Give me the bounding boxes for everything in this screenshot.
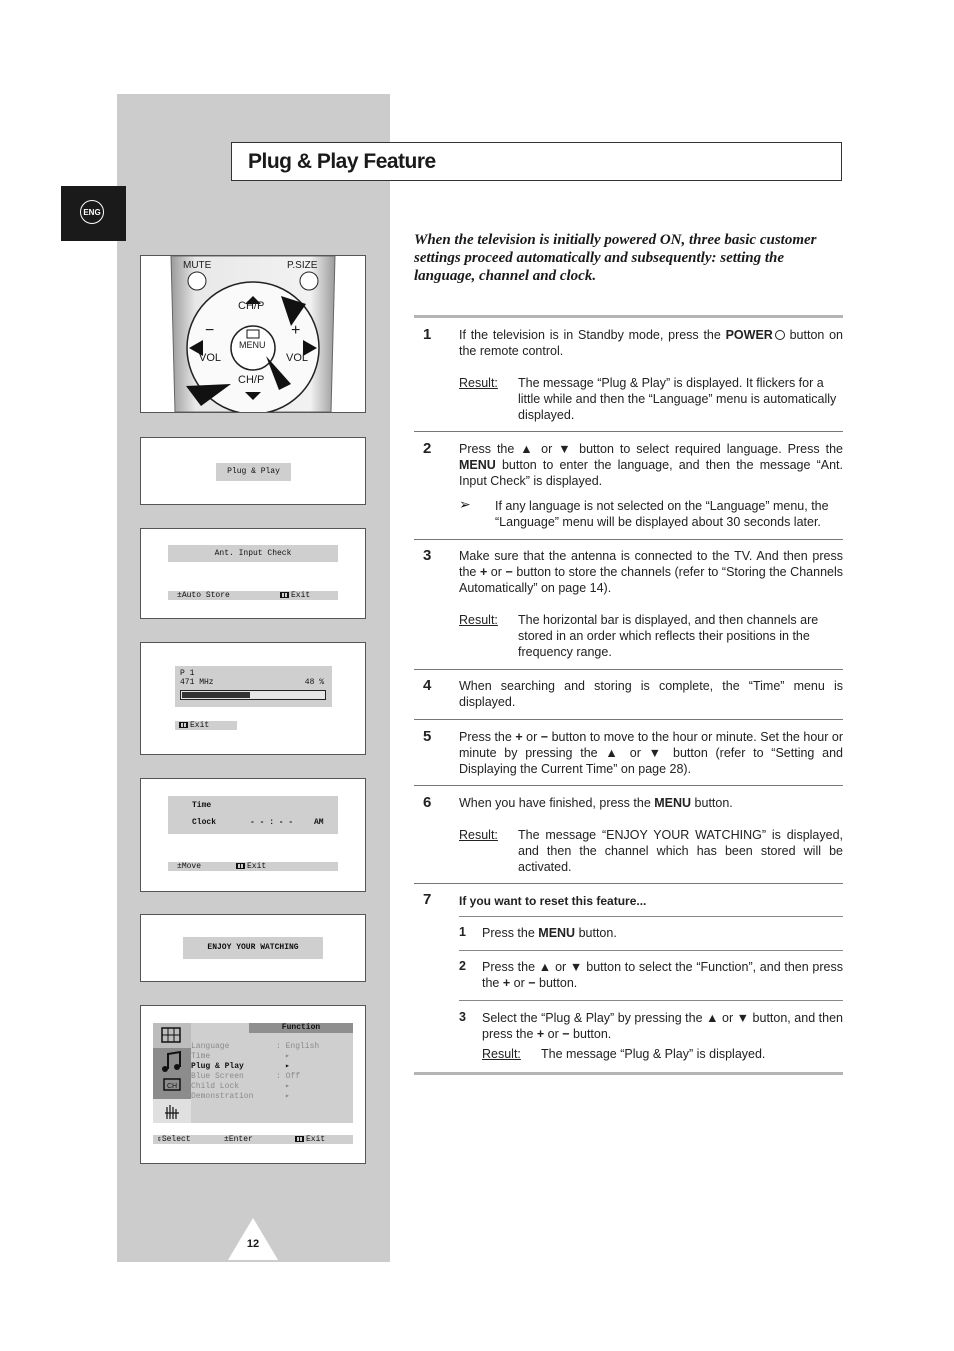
step-3-result-label: Result: <box>459 613 498 627</box>
step-7-heading: If you want to reset this feature... <box>459 894 647 908</box>
vol-minus-label: − <box>205 322 215 339</box>
top-rule <box>414 315 843 318</box>
menu-category-icons <box>153 1023 191 1123</box>
exit-hint: Exit <box>295 1135 325 1144</box>
progress-exit-bar <box>175 721 237 730</box>
psize-label: P.SIZE <box>287 260 318 271</box>
page-number: 12 <box>246 1238 260 1250</box>
step-rule <box>414 785 843 786</box>
vol-plus-label: + <box>291 322 301 339</box>
function-item-value: ▸ <box>285 1052 290 1061</box>
step-1-result-label: Result: <box>459 376 498 390</box>
time-bar <box>168 862 338 871</box>
step-2-number: 2 <box>423 440 432 457</box>
menu-label: MENU <box>239 340 266 350</box>
remote-illustration <box>141 256 365 412</box>
menu-icon <box>179 722 188 728</box>
enjoy-osd: ENJOY YOUR WATCHING <box>183 937 323 959</box>
substep-3-text: Select the “Plug & Play” by pressing the ▲ or ▼ button, and then press the + or − button. <box>482 1011 843 1041</box>
function-item-label: Language <box>191 1042 230 1051</box>
enter-hint: ±Enter <box>224 1135 253 1144</box>
progress-osd <box>175 666 332 707</box>
step-6-text: When you have finished, press the MENU button. <box>459 796 733 810</box>
substep-2-text: Press the ▲ or ▼ button to select the “Function”, and then press the + or − button. <box>482 960 843 990</box>
title-box <box>231 142 842 181</box>
substep-rule <box>459 1000 843 1001</box>
exit-hint: Exit <box>236 862 266 871</box>
function-item[interactable] <box>191 1092 353 1102</box>
function-item[interactable] <box>191 1072 353 1082</box>
power-icon <box>775 330 785 340</box>
substep-1-number: 1 <box>459 925 466 939</box>
substep-2-number: 2 <box>459 959 466 973</box>
function-item-label: Child Lock <box>191 1082 240 1091</box>
bottom-rule <box>414 1072 843 1075</box>
function-item-label: Blue Screen <box>191 1072 244 1081</box>
function-item-label: Time <box>191 1052 211 1061</box>
exit-hint: Exit <box>179 721 209 730</box>
chp-bottom-label: CH/P <box>238 374 265 386</box>
time-osd <box>168 796 338 834</box>
language-tab-label: ENG <box>80 200 104 224</box>
step-4-number: 4 <box>423 677 432 694</box>
step-2-note: If any language is not selected on the “Language” menu, the “Language” menu will be displayed about 30 seconds later. <box>495 499 829 529</box>
step-1-result: The message “Plug & Play” is displayed. It flickers for a little while and then the “Language” menu is automatically displayed. <box>518 376 837 422</box>
step-3-number: 3 <box>423 547 432 564</box>
intro-text: When the television is initially powered ON, three basic customer settings proceed automatically and subsequently: setting the language, channel and clock. <box>414 232 817 284</box>
time-panel <box>140 778 366 892</box>
function-item-label: Plug & Play <box>191 1062 244 1071</box>
clock-label: Clock <box>192 818 217 827</box>
menu-icon <box>280 592 289 598</box>
page-title: Plug & Play Feature <box>248 150 436 173</box>
step-6-number: 6 <box>423 794 432 811</box>
ant-check-panel <box>140 528 366 619</box>
time-title: Time <box>192 801 212 810</box>
chp-top-label: CH/P <box>238 300 265 312</box>
function-item-value: ▸ <box>285 1062 290 1071</box>
step-6-result: The message “ENJOY YOUR WATCHING” is displayed, and then the channel which has been stored will be activated. <box>518 828 843 874</box>
language-tab <box>61 186 126 241</box>
step-rule <box>414 883 843 884</box>
step-3-text: Make sure that the antenna is connected to the TV. And then press the + or − button to store the channels (refer to “Storing the Channels Automatically” on page 14). <box>459 549 843 595</box>
step-1-text: If the television is in Standby mode, press the POWER button on the remote control. <box>459 328 844 358</box>
clock-ampm: AM <box>314 818 324 827</box>
function-item[interactable] <box>191 1042 353 1052</box>
function-items <box>191 1023 353 1123</box>
remote-panel <box>140 255 366 413</box>
step-rule <box>414 431 843 432</box>
select-hint: ⇕Select <box>157 1135 191 1144</box>
step-1-number: 1 <box>423 326 432 343</box>
step-7-number: 7 <box>423 891 432 908</box>
plug-play-panel <box>140 437 366 505</box>
mute-label: MUTE <box>183 260 212 271</box>
function-item-value: : English <box>276 1042 320 1051</box>
step-rule <box>414 539 843 540</box>
function-item-value: ▸ <box>285 1092 290 1101</box>
menu-icon <box>236 863 245 869</box>
step-6-result-label: Result: <box>459 828 498 842</box>
function-bar <box>153 1135 353 1144</box>
progress-panel <box>140 642 366 755</box>
progress-track <box>180 690 326 700</box>
step-rule <box>414 669 843 670</box>
auto-store-hint: ±Auto Store <box>177 591 230 600</box>
function-item-value: : Off <box>276 1072 301 1081</box>
step-5-text: Press the + or − button to move to the hour or minute. Set the hour or minute by pressing the ▲ or ▼ button (refer to “Setting and Displaying the Current Time” on page 28). <box>459 730 843 776</box>
clock-value: - - : - - <box>250 818 294 827</box>
substep-3-number: 3 <box>459 1010 466 1024</box>
function-list <box>191 1023 353 1123</box>
note-arrow-icon: ➢ <box>459 496 471 512</box>
enjoy-panel <box>140 914 366 982</box>
step-7-result: The message “Plug & Play” is displayed. <box>541 1047 766 1061</box>
channel-label: P 1 <box>180 669 195 678</box>
vol-left-label: VOL <box>199 352 222 364</box>
move-hint: ±Move <box>177 862 202 871</box>
ant-check-osd: Ant. Input Check <box>168 545 338 562</box>
frequency-label: 471 MHz <box>180 678 214 687</box>
step-2-text: Press the ▲ or ▼ button to select required language. Press the MENU button to enter the language, and then the message “Ant. Input Check” is displayed. <box>459 442 843 488</box>
function-item-value: ▸ <box>285 1082 290 1091</box>
menu-icon <box>295 1136 304 1142</box>
function-item-label: Demonstration <box>191 1092 254 1101</box>
function-icon-column <box>153 1023 191 1123</box>
percent-label: 48 % <box>304 678 324 687</box>
step-rule <box>414 719 843 720</box>
plug-play-osd: Plug & Play <box>216 463 291 481</box>
function-item[interactable] <box>191 1052 353 1062</box>
function-panel <box>140 1005 366 1164</box>
step-7-result-label: Result: <box>482 1047 521 1061</box>
substep-rule <box>459 916 843 917</box>
substep-1-text: Press the MENU button. <box>482 926 617 940</box>
function-item[interactable] <box>191 1062 353 1072</box>
step-4-text: When searching and storing is complete, the “Time” menu is displayed. <box>459 679 843 709</box>
step-3-result: The horizontal bar is displayed, and then channels are stored in an order which reflects their positions in the frequency range. <box>518 613 819 659</box>
ant-check-bar <box>168 591 338 600</box>
step-5-number: 5 <box>423 728 432 745</box>
vol-right-label: VOL <box>286 352 309 364</box>
function-header: Function <box>249 1023 353 1033</box>
exit-hint: Exit <box>280 591 310 600</box>
function-item[interactable] <box>191 1082 353 1092</box>
substep-rule <box>459 950 843 951</box>
channel-category-label: CH <box>167 1083 178 1090</box>
progress-fill <box>182 692 250 698</box>
